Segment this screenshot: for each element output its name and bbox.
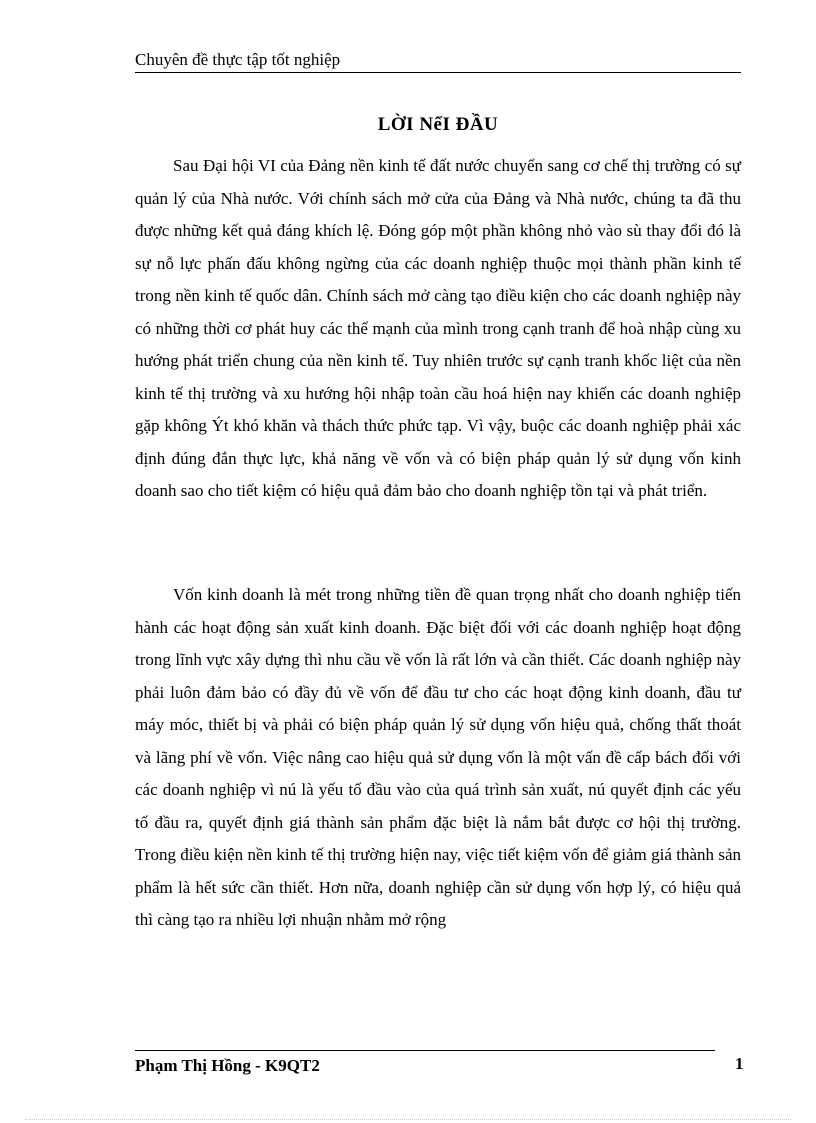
body-paragraph-2: Vốn kinh doanh là mét trong những tiền đề quan trọng nhất cho doanh nghiệp tiến hành các hoạt động sản xuất kinh doanh. Đặc biệt đối với các doanh nghiệp hoạt động trong lĩnh vực xây dựng thì nhu cầu về vốn là rất lớn và cần thiết. Các doanh nghiệp này phải luôn đảm bảo có đầy đủ về vốn để đầu tư cho các hoạt động kinh doanh, đầu tư máy móc, thiết bị và phải có biện pháp quản lý sử dụng vốn hiệu quả, chống thất thoát và lãng phí về vốn. Việc nâng cao hiệu quả sử dụng vốn là một vấn đề cấp bách đối với các doanh nghiệp vì nú là yếu tố đầu vào của quá trình sản xuất, nú quyết định các yếu tố đầu ra, quyết định giá thành sản phẩm đặc biệt là nắm bắt được cơ hội thị trường. Trong điều kiện nền kinh tế thị trường hiện nay, việc tiết kiệm vốn để giảm giá thành sản phẩm là hết sức cần thiết. Hơn nữa, doanh nghiệp cần sử dụng vốn hợp lý, có hiệu quả thì càng tạo ra nhiều lợi nhuận nhằm mở rộng <box>135 585 741 929</box>
footer-author: Phạm Thị Hồng - K9QT2 <box>135 1056 320 1075</box>
footer-divider <box>135 1050 715 1051</box>
page-number: 1 <box>735 1054 744 1073</box>
page-bottom-edge <box>25 1119 791 1120</box>
page-header-text: Chuyên đề thực tập tốt nghiệp <box>135 50 341 69</box>
body-paragraph-1: Sau Đại hội VI của Đảng nền kinh tế đất nước chuyển sang cơ chế thị trường có sự quản lý của Nhà nước. Với chính sách mở cửa của Đảng và Nhà nước, chúng ta đã thu được những kết quả đáng khích lệ. Đóng góp một phần không nhỏ vào sù thay đổi đó là sự nỗ lực phấn đấu không ngừng của các doanh nghiệp thuộc mọi thành phần kinh tế trong nền kinh tế quốc dân. Chính sách mở càng tạo điều kiện cho các doanh nghiệp này có những thời cơ phát huy các thế mạnh của mình trong cạnh tranh để hoà nhập cùng xu hướng phát triển chung của nền kinh tế. Tuy nhiên trước sự cạnh tranh khốc liệt của nền kinh tế thị trường và xu hướng hội nhập toàn cầu hoá hiện nay khiến các doanh nghiệp gặp không Ýt khó khăn và thách thức phức tạp. Vì vậy, buộc các doanh nghiệp phải xác định đúng đắn thực lực, khả năng về vốn và có biện pháp quản lý sử dụng vốn kinh doanh sao cho tiết kiệm có hiệu quả đảm bảo cho doanh nghiệp tồn tại và phát triển. <box>135 156 741 500</box>
document-title: LỜI NểI ĐẦU <box>377 114 499 135</box>
page-header <box>135 50 741 73</box>
